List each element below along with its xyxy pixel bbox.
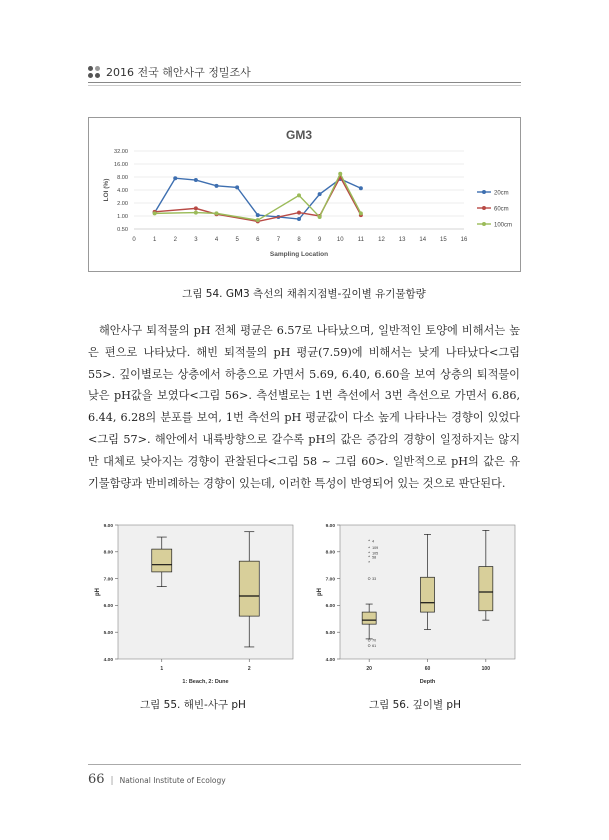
- y-tick-label: 9.00: [103, 523, 113, 529]
- data-point-60cm: [297, 211, 301, 215]
- x-tick-label: 15: [440, 237, 447, 243]
- header-rule-secondary: [88, 85, 521, 86]
- outlier-extreme-marker: *: [368, 550, 371, 556]
- box-iqr: [362, 612, 376, 624]
- outlier-label: 70: [372, 638, 377, 643]
- data-point-20cm: [318, 192, 322, 196]
- data-point-100cm: [256, 218, 260, 222]
- page-header: [88, 64, 251, 80]
- x-axis-title: Depth: [419, 679, 436, 685]
- x-tick-label: 3: [194, 237, 198, 243]
- legend-marker-60cm: [482, 206, 486, 210]
- box-iqr: [421, 577, 435, 612]
- data-point-100cm: [338, 172, 342, 176]
- legend-marker-100cm: [482, 222, 486, 226]
- data-point-60cm: [194, 206, 198, 210]
- y-tick-label: 9.00: [325, 523, 335, 529]
- figure-54-caption: 그림 54. GM3 측선의 채취지점별-깊이별 유기물함량: [182, 288, 426, 300]
- y-tick-label: 6.00: [103, 604, 113, 610]
- y-tick-label: 8.00: [325, 550, 335, 556]
- page-footer: [88, 772, 226, 787]
- header-rule: [88, 82, 521, 83]
- figure-56-chart: [310, 513, 520, 689]
- y-tick-label: 4.00: [325, 657, 335, 663]
- x-tick-label: 20: [366, 666, 372, 672]
- x-tick-label: 100: [481, 666, 491, 672]
- y-tick-label: 4.00: [117, 188, 128, 195]
- loi-line-chart: [89, 118, 520, 271]
- legend-marker-20cm: [482, 190, 486, 194]
- data-point-100cm: [153, 211, 157, 215]
- x-tick-label: 14: [419, 237, 427, 243]
- page-number: 66: [88, 772, 105, 787]
- x-tick-label: 13: [398, 237, 406, 243]
- y-tick-label: 32.00: [114, 149, 128, 156]
- x-tick-label: 6: [256, 237, 260, 243]
- figure-54-chart: [88, 117, 521, 272]
- x-tick-label: 9: [317, 237, 322, 243]
- y-axis-title: LOI (%): [103, 178, 110, 202]
- y-tick-label: 5.00: [103, 631, 113, 636]
- outlier-label: 33: [372, 576, 377, 581]
- plot-area: [118, 525, 293, 659]
- footer-separator: |: [110, 776, 114, 786]
- figure-55-chart: [88, 513, 298, 689]
- data-point-100cm: [194, 211, 198, 215]
- figure-55-caption: 그림 55. 해빈-사구 pH: [140, 699, 246, 711]
- x-axis-title: 1: Beach, 2: Dune: [182, 679, 229, 685]
- data-point-20cm: [215, 184, 219, 188]
- x-tick-label: 1: [160, 666, 164, 672]
- x-tick-label: 8: [297, 237, 301, 243]
- y-tick-label: 7.00: [325, 577, 335, 583]
- figure-56-caption: 그림 56. 깊이별 pH: [369, 699, 461, 711]
- data-point-100cm: [359, 211, 363, 215]
- outlier-label: 105: [372, 551, 379, 556]
- paragraph-text: 해안사구 퇴적물의 pH 전체 평균은 6.57로 나타났으며, 일반적인 토양에 비해서는 높은 편으로 나타났다. 해빈 퇴적물의 pH 평균(7.59)에 비해서는 낮게 나타났다<그림 55>. 깊이별로는 상층에서 하층으로 가면서 5.69, 6.40, 6.60을 보여 상층의 퇴적물이 낮은 pH값을 보였다<그림 56>. 측선별로는 1번 측선에서 3번 측선으로 가면서 6.86, 6.44, 6.28의 분포를 보여, 1번 측선의 pH 평균값이 다소 높게 나타나는 경향이 있었다<그림 57>. 해안에서 내륙방향으로 갈수록 pH의 값은 증감의 경향이 일정하지는 않지만 대체로 낮아지는 경향이 관찰된다<그림 58 ~ 그림 60>. 일반적으로 pH의 값은 유기물함량과 반비례하는 경향이 있는데, 이러한 특성이 반영되어 있는 것으로 판단된다.: [88, 324, 520, 490]
- y-tick-label: 2.00: [117, 201, 128, 208]
- x-tick-label: 2: [247, 666, 251, 672]
- box-iqr: [479, 567, 493, 611]
- data-point-100cm: [297, 193, 301, 197]
- x-axis-title: Sampling Location: [269, 251, 329, 258]
- y-axis-title: pH: [95, 588, 101, 596]
- x-tick-label: 0: [132, 237, 136, 243]
- x-tick-label: 16: [460, 237, 468, 243]
- data-point-20cm: [173, 176, 177, 180]
- chart-title: GM3: [285, 128, 313, 142]
- box-iqr: [239, 561, 259, 616]
- x-tick-label: 60: [424, 666, 431, 672]
- footer-rule: [88, 764, 521, 765]
- y-tick-label: 16.00: [114, 162, 128, 169]
- outlier-label: 109: [372, 545, 379, 550]
- outlier-extreme-marker: *: [368, 560, 371, 566]
- legend-label: 20cm: [494, 190, 509, 197]
- outlier-label: 58: [372, 555, 377, 560]
- outlier-label: 61: [372, 643, 377, 648]
- y-tick-label: 5.00: [325, 631, 335, 636]
- x-tick-label: 11: [357, 237, 364, 243]
- legend-label: 60cm: [494, 206, 509, 213]
- data-point-20cm: [194, 178, 198, 182]
- x-tick-label: 10: [336, 237, 344, 243]
- x-tick-label: 12: [378, 237, 385, 243]
- outlier-label: 4: [372, 539, 375, 544]
- y-tick-label: 8.00: [117, 175, 128, 182]
- x-tick-label: 7: [276, 237, 281, 243]
- y-tick-label: 8.00: [103, 550, 113, 556]
- y-tick-label: 4.00: [103, 657, 113, 663]
- data-point-20cm: [235, 185, 239, 189]
- outlier-extreme-marker: *: [368, 545, 371, 551]
- x-tick-label: 1: [152, 237, 157, 243]
- outlier-extreme-marker: *: [368, 538, 371, 544]
- legend-label: 100cm: [494, 222, 513, 229]
- header-title: 2016 전국 해안사구 정밀조사: [106, 66, 251, 79]
- data-point-20cm: [359, 186, 363, 190]
- y-tick-label: 1.00: [117, 214, 128, 221]
- footer-institute: National Institute of Ecology: [119, 776, 226, 785]
- data-point-20cm: [297, 217, 301, 221]
- y-tick-label: 6.00: [325, 604, 335, 610]
- data-point-100cm: [318, 215, 322, 219]
- x-tick-label: 5: [235, 237, 239, 243]
- x-tick-label: 2: [173, 237, 177, 243]
- outlier-extreme-marker: *: [368, 554, 371, 560]
- x-tick-label: 4: [214, 237, 219, 243]
- header-bullet-icon: [88, 66, 100, 78]
- box-iqr: [152, 549, 172, 572]
- y-tick-label: 7.00: [103, 577, 113, 583]
- y-axis-title: pH: [317, 588, 323, 596]
- beach-dune-ph-boxplot: [88, 513, 298, 689]
- y-tick-label: 0.50: [117, 227, 128, 234]
- body-paragraph: [88, 320, 520, 494]
- data-point-100cm: [215, 211, 219, 215]
- data-point-20cm: [256, 213, 260, 217]
- depth-ph-boxplot: [310, 513, 520, 689]
